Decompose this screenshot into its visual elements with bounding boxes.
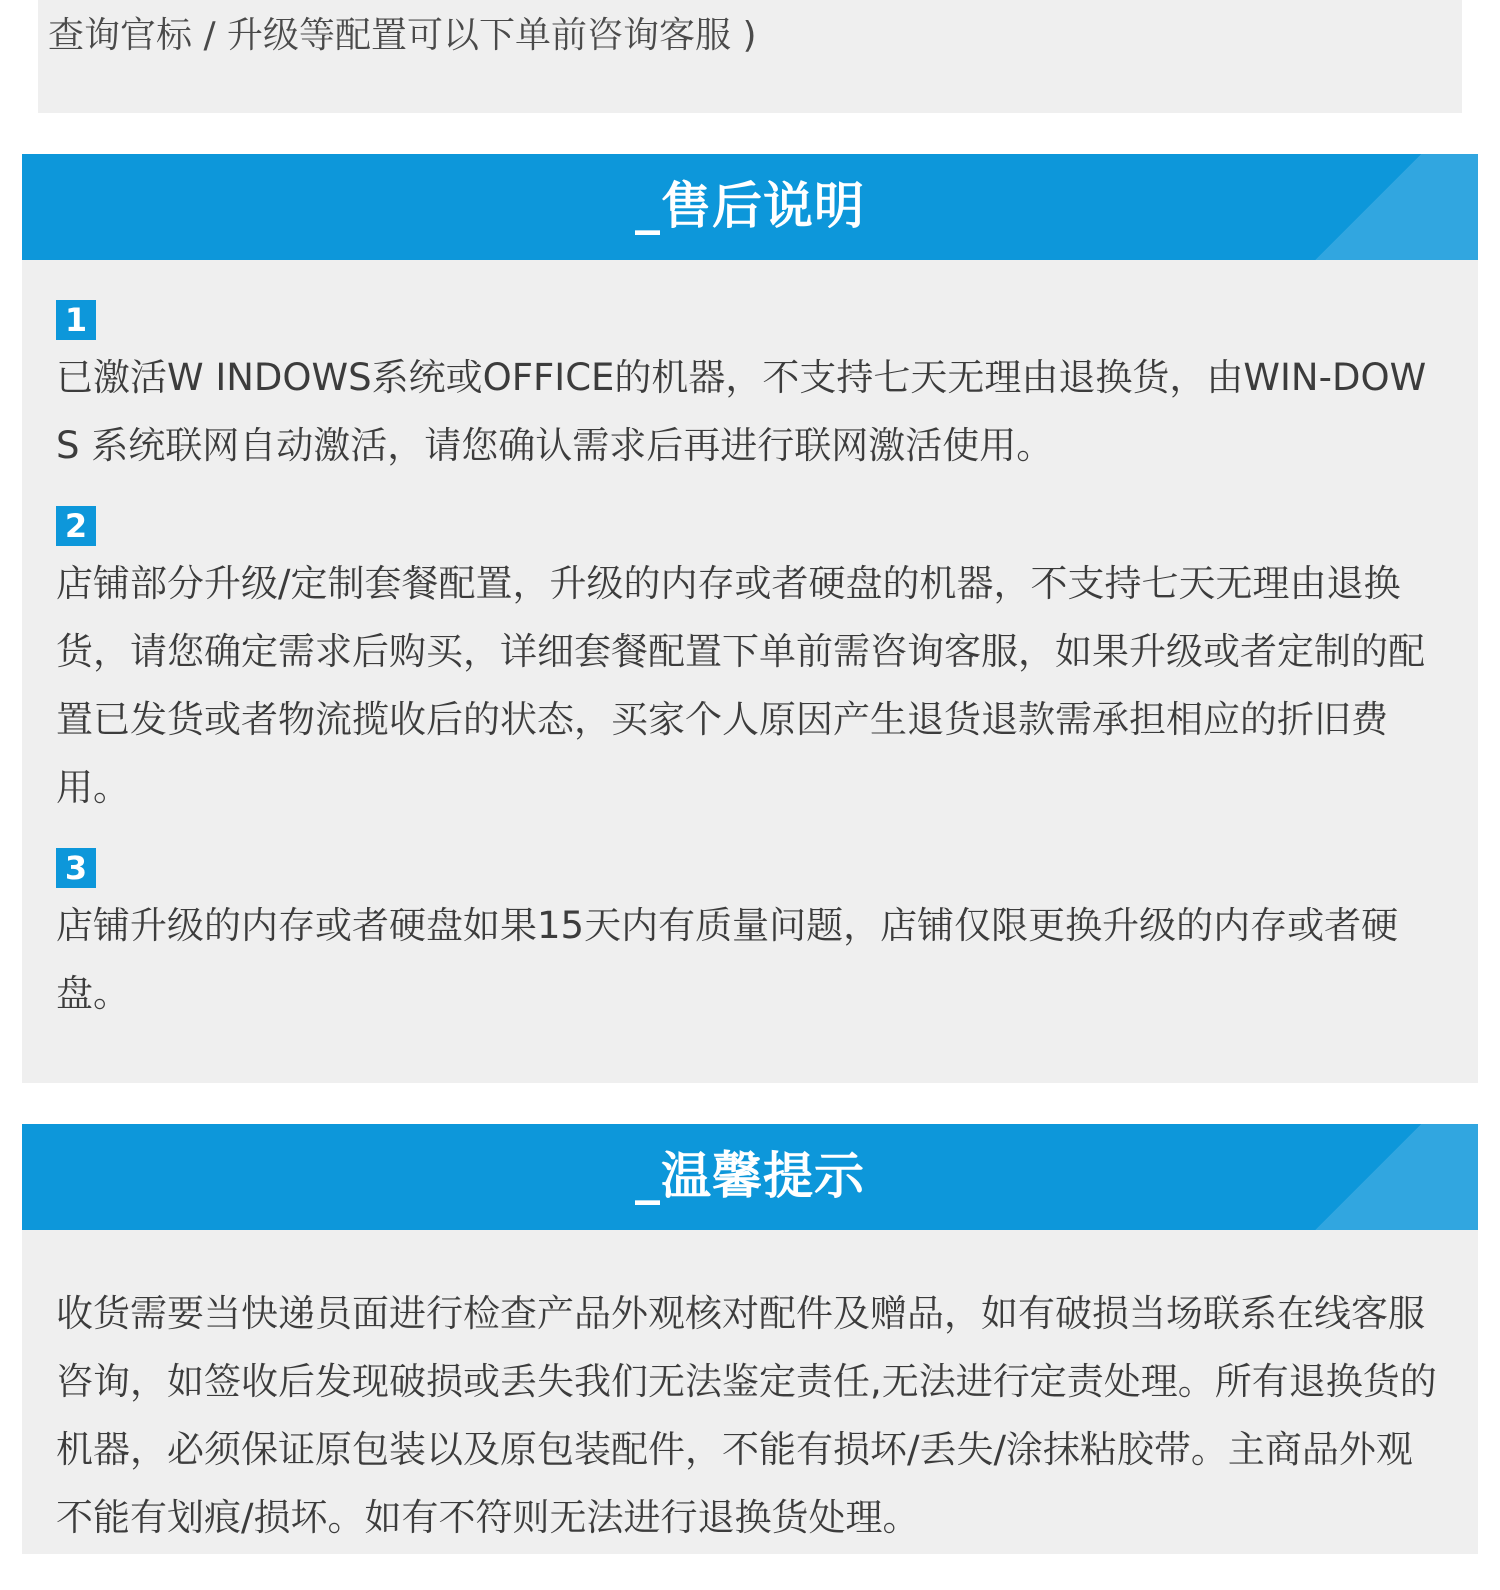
after-sales-section xyxy=(22,154,1478,1083)
item-text: 已激活W INDOWS系统或OFFICE的机器，不支持七天无理由退换货，由WIN-DOWS 系统联网自动激活，请您确认需求后再进行联网激活使用。 xyxy=(56,356,1427,467)
item-number-badge: 3 xyxy=(56,848,96,888)
tips-body xyxy=(22,1230,1478,1552)
item-text: 店铺升级的内存或者硬盘如果15天内有质量问题，店铺仅限更换升级的内存或者硬盘。 xyxy=(56,904,1399,1015)
after-sales-title: _售后说明 xyxy=(635,177,865,235)
item-number-badge: 1 xyxy=(56,300,96,340)
after-sales-body xyxy=(22,260,1478,1028)
after-sales-item-1 xyxy=(56,300,1444,480)
tips-text: 收货需要当快递员面进行检查产品外观核对配件及赠品，如有破损当场联系在线客服咨询，如签收后发现破损或丢失我们无法鉴定责任,无法进行定责处理。所有退换货的机器，必须保证原包装以及原包装配件，不能有损坏/丢失/涂抹粘胶带。主商品外观不能有划痕/损坏。如有不符则无法进行退换货处理。 xyxy=(56,1292,1437,1539)
top-note-panel xyxy=(38,0,1462,113)
top-note-text: 查询官标 / 升级等配置可以下单前咨询客服 ) xyxy=(48,15,757,56)
tips-section xyxy=(22,1124,1478,1554)
item-number-badge: 2 xyxy=(56,506,96,546)
item-text: 店铺部分升级/定制套餐配置，升级的内存或者硬盘的机器，不支持七天无理由退换货，请您确定需求后购买，详细套餐配置下单前需咨询客服，如果升级或者定制的配置已发货或者物流揽收后的状态，买家个人原因产生退货退款需承担相应的折旧费用。 xyxy=(56,562,1425,809)
after-sales-item-3 xyxy=(56,848,1444,1028)
after-sales-item-2 xyxy=(56,506,1444,822)
after-sales-header xyxy=(22,154,1478,260)
tips-title: _温馨提示 xyxy=(635,1147,865,1205)
tips-header xyxy=(22,1124,1478,1230)
